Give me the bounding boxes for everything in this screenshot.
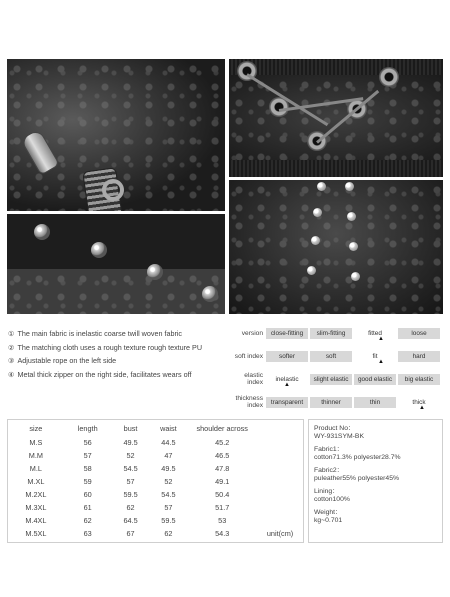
feature-number: ④ xyxy=(8,369,15,379)
table-row xyxy=(8,488,303,501)
info-label: Weight： xyxy=(314,509,342,516)
eyelet-icon xyxy=(379,67,399,87)
table-cell: 47 xyxy=(164,451,173,460)
property-row-elastic-index xyxy=(232,368,442,390)
table-cell: M.XL xyxy=(27,477,45,486)
property-option: transparent xyxy=(266,397,308,408)
column-header: size xyxy=(29,423,43,433)
property-label: soft index xyxy=(234,352,263,360)
fit-properties xyxy=(232,322,442,414)
leather-texture xyxy=(7,269,225,314)
info-product-no xyxy=(314,425,442,441)
table-cell: 46.5 xyxy=(215,451,230,460)
selection-marker-icon: ▲ xyxy=(284,382,290,388)
table-cell: 57 xyxy=(83,451,92,460)
table-cell: 52 xyxy=(126,451,135,460)
feature-item xyxy=(8,357,228,366)
feature-text: Adjustable rope on the left side xyxy=(17,356,117,365)
table-row xyxy=(8,449,303,462)
table-cell: 53 xyxy=(218,516,227,525)
table-cell: 52 xyxy=(164,477,173,486)
property-option: soft xyxy=(310,351,352,362)
column-header: length xyxy=(77,423,98,433)
property-option: loose xyxy=(398,328,440,339)
table-cell: M.M xyxy=(28,451,43,460)
table-cell: 56 xyxy=(83,438,92,447)
feature-item xyxy=(8,371,228,380)
leather-strip xyxy=(229,75,443,160)
property-option: big elastic xyxy=(398,374,440,385)
stud-icon xyxy=(317,182,326,191)
table-row xyxy=(8,527,303,540)
table-cell: M.5XL xyxy=(25,529,47,538)
studded-leather-photo xyxy=(229,180,443,314)
feature-list xyxy=(8,322,228,417)
size-table xyxy=(8,420,303,540)
ring-icon xyxy=(102,179,124,201)
leather-texture xyxy=(229,180,443,314)
property-option: thin xyxy=(354,397,396,408)
table-cell: 62 xyxy=(126,503,135,512)
table-cell: 59.5 xyxy=(161,516,176,525)
table-row xyxy=(8,501,303,514)
feature-item xyxy=(8,344,228,353)
table-cell: 50.4 xyxy=(215,490,230,499)
feature-text: Metal thick zipper on the right side, facilitates wears off xyxy=(17,369,192,379)
property-row-version xyxy=(232,322,442,344)
table-cell: 67 xyxy=(126,529,135,538)
info-fabric2 xyxy=(314,467,442,483)
info-value: kg~0.701 xyxy=(314,517,343,524)
stud-icon xyxy=(202,286,218,302)
info-lining xyxy=(314,488,442,504)
stud-icon xyxy=(147,264,163,280)
info-value: cotton71.3% polyester28.7% xyxy=(314,454,401,461)
property-label: version xyxy=(241,329,263,337)
column-header: bust xyxy=(123,423,138,433)
table-cell: M.3XL xyxy=(25,503,47,512)
table-cell: 62 xyxy=(164,529,173,538)
stud-icon xyxy=(307,266,316,275)
table-row xyxy=(8,475,303,488)
property-row-soft-index xyxy=(232,345,442,367)
table-cell: 45.2 xyxy=(215,438,230,447)
size-chart xyxy=(7,419,304,543)
table-cell: 49.1 xyxy=(215,477,230,486)
table-cell: 54.3 xyxy=(215,529,230,538)
table-cell: 44.5 xyxy=(161,438,176,447)
property-option-selected: fit xyxy=(354,351,396,362)
table-header-row xyxy=(8,420,303,436)
info-value: cotton100% xyxy=(314,496,350,503)
table-cell: 60 xyxy=(83,490,92,499)
info-value: puleather55% polyester45% xyxy=(314,475,400,482)
table-cell: 59.5 xyxy=(123,490,138,499)
property-option-selected: thick xyxy=(398,397,440,408)
property-option: close-fitting xyxy=(266,328,308,339)
property-label: thickness index xyxy=(235,395,263,409)
table-cell: M.S xyxy=(29,438,43,447)
selection-marker-icon: ▲ xyxy=(419,405,425,411)
table-cell: 51.7 xyxy=(215,503,230,512)
feature-number: ① xyxy=(8,329,15,338)
table-cell: M.L xyxy=(29,464,42,473)
zipper-detail-photo xyxy=(7,59,225,211)
stud-icon xyxy=(91,242,107,258)
table-cell: M.4XL xyxy=(25,516,47,525)
table-cell: 61 xyxy=(83,503,92,512)
studded-strap-photo xyxy=(7,214,225,314)
info-label: Fabric2： xyxy=(314,467,344,474)
stud-icon xyxy=(351,272,360,281)
table-cell: 49.5 xyxy=(123,438,138,447)
property-option-selected: inelastic xyxy=(266,374,308,385)
info-value: WY-931SYM-BK xyxy=(314,433,364,440)
info-label: Product No： xyxy=(314,425,355,432)
table-cell: 57 xyxy=(126,477,135,486)
column-header: shoulder across xyxy=(196,423,248,433)
property-label: elastic index xyxy=(244,372,263,386)
feature-number: ③ xyxy=(8,356,15,365)
info-fabric1 xyxy=(314,446,442,462)
table-row xyxy=(8,462,303,475)
table-cell: 54.5 xyxy=(161,490,176,499)
selection-marker-icon: ▲ xyxy=(378,336,384,342)
info-label: Fabric1： xyxy=(314,446,344,453)
stud-icon xyxy=(347,212,356,221)
table-cell: 54.5 xyxy=(123,464,138,473)
table-cell: 63 xyxy=(83,529,92,538)
selection-marker-icon: ▲ xyxy=(378,359,384,365)
property-option: slight elastic xyxy=(310,374,352,385)
table-cell: 62 xyxy=(83,516,92,525)
property-option: hard xyxy=(398,351,440,362)
property-option-selected: fitted xyxy=(354,328,396,339)
property-option: good elastic xyxy=(354,374,396,385)
property-option: slim-fitting xyxy=(310,328,352,339)
table-cell: 58 xyxy=(83,464,92,473)
table-cell: 59 xyxy=(83,477,92,486)
table-row xyxy=(8,436,303,449)
stud-icon xyxy=(34,224,50,240)
table-cell: 49.5 xyxy=(161,464,176,473)
stud-icon xyxy=(313,208,322,217)
feature-text: The main fabric is inelastic coarse twill woven fabric xyxy=(17,329,183,338)
table-cell: 47.8 xyxy=(215,464,230,473)
property-option: thinner xyxy=(310,397,352,408)
feature-text: The matching cloth uses a rough texture rough texture PU xyxy=(17,342,203,352)
leather-texture xyxy=(229,75,443,160)
property-option: softer xyxy=(266,351,308,362)
stud-icon xyxy=(345,182,354,191)
info-weight xyxy=(314,509,442,525)
table-cell: 64.5 xyxy=(123,516,138,525)
feature-item xyxy=(8,330,228,339)
table-cell: 57 xyxy=(164,503,173,512)
stud-icon xyxy=(311,236,320,245)
lace-up-detail-photo xyxy=(229,59,443,177)
product-info xyxy=(308,419,443,543)
feature-number: ② xyxy=(8,342,15,352)
column-header: waist xyxy=(160,423,177,433)
property-row-thickness-index xyxy=(232,391,442,413)
stud-icon xyxy=(349,242,358,251)
unit-label: unit(cm) xyxy=(266,529,294,538)
table-row xyxy=(8,514,303,527)
info-label: Lining： xyxy=(314,488,339,495)
table-cell: M.2XL xyxy=(25,490,47,499)
